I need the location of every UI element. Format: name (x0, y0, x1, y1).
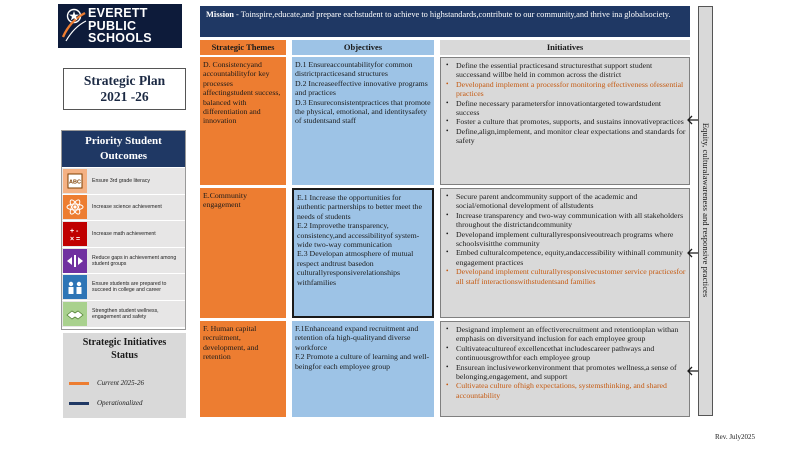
equity-sidebar-text: Equity, culturalawareness and responsive practices (701, 122, 711, 298)
math-icon (63, 222, 87, 246)
initiative-item: • Ensurean inclusiveworkenvironment that promotes wellness,a sense of belonging,engagement, and support (452, 363, 686, 382)
initiative-item: • Developand implement a processfor monitoring effectiveness ofessential practices (452, 80, 686, 99)
outcome-text: Ensure students are prepared to succeed in college and career (92, 281, 167, 294)
initiatives-d-list (444, 61, 686, 146)
legend-operationalized (69, 399, 143, 407)
mission-label: Mission (206, 10, 234, 19)
header-initiatives: Initiatives (440, 40, 690, 55)
graduation-icon (63, 275, 87, 299)
initiative-item: • Embed culturalcompetence, equity,andaccessibility withinall community engagement practices (452, 248, 686, 267)
priority-title-line1: Priority Student (85, 135, 162, 147)
priority-outcomes-header (62, 131, 185, 167)
outcome-item (62, 220, 185, 247)
arrow-left-icon (686, 115, 698, 125)
outcome-item (62, 300, 185, 327)
legend-swatch-orange (69, 382, 89, 385)
revision-date: Rev. July2025 (715, 433, 755, 441)
initiative-item: • Define necessary parametersfor innovationtargeted towardstudent success (452, 99, 686, 118)
initiative-item: • Cultivatea culture ofhigh expectations, systemsthinking, and shared accountability (452, 381, 686, 400)
everett-public-schools-logo (58, 4, 182, 48)
status-title-line2: Status (111, 350, 138, 361)
legend-swatch-navy (69, 402, 89, 405)
svg-text:+: + (70, 227, 75, 235)
svg-text:-: - (76, 227, 79, 235)
mission-text: - Toinspire,educate,and prepare eachstudent to achieve to highstandards,contribute to our community,and thrive ina globalsociety. (233, 10, 671, 19)
initiative-item: • Designand implement an effectiverecruitment and retentionplan withan emphasis on diversityand inclusion for each employee group (452, 325, 686, 344)
theme-f-cell: F. Human capital recruitment, development, and retention (200, 321, 286, 417)
initiatives-d-cell (440, 57, 690, 185)
initiative-item: • Developand implement culturallyresponsivecustomer service practicesfor all staff interactionswithstudentsand families (452, 267, 686, 286)
outcome-item (62, 194, 185, 221)
outcome-item (62, 247, 185, 274)
arrow-left-icon (686, 248, 698, 258)
outcome-text: Ensure 3rd grade literacy (92, 177, 150, 184)
outcome-text: Increase science achievement (92, 204, 162, 211)
legend-current-label: Current 2025-26 (97, 379, 144, 387)
header-strategic-themes: Strategic Themes (200, 40, 286, 55)
header-objectives: Objectives (292, 40, 434, 55)
objectives-e-cell: E.1 Increase the opportunities for authentic partnerships to better meet the needs of students E.2 Improvethe transparency, consistency,and accessibilityof system-wide two-way communication E.3 Developan atmosphere of mutual respect andtrust basedon culturallyresponsiverelationships withfamilies (292, 188, 434, 318)
handshake-icon (63, 302, 87, 326)
initiative-item: • Cultivateacultureof excellencethat includescareer pathways and continuousgrowthfor each employee group (452, 344, 686, 363)
status-title-line1: Strategic Initiatives (82, 337, 167, 348)
initiative-item: • Developand implement culturallyresponsiveoutreach programs where schoolsvisitthe community (452, 230, 686, 249)
atom-icon (63, 195, 87, 219)
strategic-plan-title-box (63, 68, 186, 110)
logo-line-1: EVERETT (88, 6, 148, 20)
initiative-item: • Define the essential practicesand structuresthat support student successand willbe held in common across the district (452, 61, 686, 80)
logo-line-3: SCHOOLS (88, 31, 152, 45)
theme-e-cell: E.Community engagement (200, 188, 286, 318)
theme-d-cell: D. Consistencyand accountabilityfor key processes affectingstudent success, balanced with differentiation and innovation (200, 57, 286, 185)
outcome-item (62, 273, 185, 300)
outcome-text: Increase math achievement (92, 230, 156, 237)
initiative-item: • Increase transparency and two-way communication with all stakeholders throughout the districtandcommunity (452, 211, 686, 230)
svg-text:×: × (70, 235, 75, 243)
logo-line-2: PUBLIC (88, 18, 137, 33)
outcome-item (62, 167, 185, 194)
objectives-d-cell: D.1 Ensureaccountabilityfor common districtpracticesand structures D.2 Increaseeffective innovative programs and practices D.3 Ensureconsistentpractices that promote the physical, emotional, and identitysafety of studentsand staff (292, 57, 434, 185)
objectives-f-cell: F.1Enhanceand expand recruitment and retention ofa high-qualityand diverse workforce F.2 Promote a culture of learning and well-beingfor each employee group (292, 321, 434, 417)
legend-current (69, 379, 144, 387)
priority-title-line2: Outcomes (99, 150, 148, 162)
abc-book-icon (63, 169, 87, 193)
initiative-item: • Define,align,implement, and monitor clear expectations and standards for safety (452, 127, 686, 146)
legend-operationalized-label: Operationalized (97, 399, 143, 407)
logo-wordmark (88, 7, 182, 45)
mission-statement (200, 6, 690, 37)
initiatives-e-list (444, 192, 686, 286)
initiatives-f-list (444, 325, 686, 400)
priority-outcomes-panel (61, 130, 186, 330)
initiatives-status-legend (63, 333, 186, 418)
initiative-item: • Foster a culture that promotes, supports, and sustains innovativepractices (452, 117, 686, 126)
plan-years: 2021 -26 (100, 89, 149, 104)
status-title (63, 333, 186, 362)
arrow-left-icon (686, 366, 698, 376)
initiatives-e-cell (440, 188, 690, 318)
star-swoosh-icon (60, 7, 88, 45)
gap-arrows-icon (63, 249, 87, 273)
svg-text:ABC: ABC (69, 179, 81, 186)
svg-text:=: = (76, 235, 81, 243)
plan-title: Strategic Plan (83, 73, 166, 88)
initiatives-f-cell (440, 321, 690, 417)
initiative-item: • Secure parent andcommunity support of the academic and social/emotional development of allstudents (452, 192, 686, 211)
outcome-text: Strengthen student wellness, engagement and safety (92, 307, 159, 320)
outcome-text: Reduce gaps in achievement among student groups (92, 254, 177, 267)
